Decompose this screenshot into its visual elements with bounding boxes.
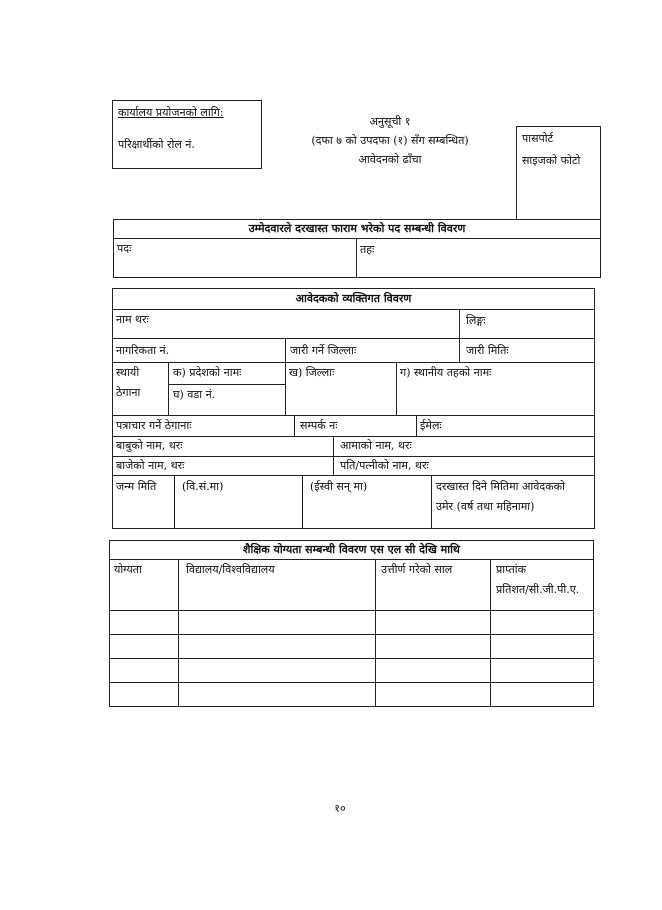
local-level-label: ग) स्थानीय तहको नामः (400, 366, 492, 379)
issue-district-label: जारी गर्ने जिल्लाः (290, 344, 357, 357)
post-label: पदः (117, 242, 132, 255)
personal-details-title: आवेदकको व्यक्तिगत विवरण (295, 292, 412, 305)
col-marks: प्राप्तांक (496, 563, 527, 576)
gender-label: लिङ्गः (466, 314, 486, 327)
father-name-label: बाबुको नाम, थरः (116, 439, 183, 452)
col-percentage: प्रतिशत/सी.जी.पी.ए. (496, 583, 580, 596)
spouse-name-label: पति/पत्नीको नाम, थरः (340, 459, 429, 472)
mother-name-label: आमाको नाम, थरः (340, 439, 412, 452)
col-qualification: योग्यता (114, 563, 142, 576)
citizenship-label: नागरिकता नं. (116, 344, 170, 357)
contact-label: सम्पर्क नः (300, 419, 338, 432)
email-label: ईमेलः (420, 419, 442, 432)
post-details-title: उम्मेदवारले दरखास्त फाराम भरेको पद सम्बन्धी विवरण (248, 222, 466, 235)
page-number: १० (334, 802, 346, 815)
schedule-number: अनुसूची १ (369, 115, 411, 128)
col-institution: विद्यालय/विश्वविद्यालय (186, 563, 275, 576)
dob-ad-label: (ईस्वी सन् मा) (310, 480, 368, 493)
province-label: क) प्रदेशको नामः (173, 366, 242, 379)
roll-number-label: परिक्षार्थीको रोल नं. (118, 138, 195, 151)
form-title: आवेदनको ढाँचा (358, 153, 422, 166)
photo-label-line1: पासपोर्ट (522, 132, 554, 145)
name-label: नाम थरः (116, 313, 149, 326)
level-label: तहः (360, 243, 375, 256)
district-label: ख) जिल्लाः (289, 366, 335, 379)
col-passed-year: उत्तीर्ण गरेको साल (381, 563, 453, 576)
permanent-address-label-2: ठेगाना (116, 386, 141, 399)
photo-label-line2: साइजको फोटो (522, 154, 581, 167)
education-title: शैक्षिक योग्यता सम्बन्धी विवरण एस एल सी देखि माथि (243, 543, 460, 556)
schedule-reference: (दफा ७ को उपदफा (१) सँग सम्बन्धित) (311, 134, 469, 147)
age-label-line2: उमेर (वर्ष तथा महिनामा) (436, 500, 535, 513)
permanent-address-label-1: स्थायी (116, 366, 140, 379)
mailing-address-label: पत्राचार गर्ने ठेगानाः (116, 419, 192, 432)
ward-label: घ) वडा नं. (173, 388, 216, 401)
office-use-heading: कार्यालय प्रयोजनको लागि: (118, 106, 224, 119)
dob-label: जन्म मिति (116, 480, 157, 493)
grandfather-name-label: बाजेको नाम, थरः (116, 459, 185, 472)
age-label-line1: दरखास्त दिने मितिमा आवेदकको (436, 480, 565, 493)
issue-date-label: जारी मितिः (466, 344, 509, 357)
dob-bs-label: (वि.सं.मा) (182, 480, 224, 493)
